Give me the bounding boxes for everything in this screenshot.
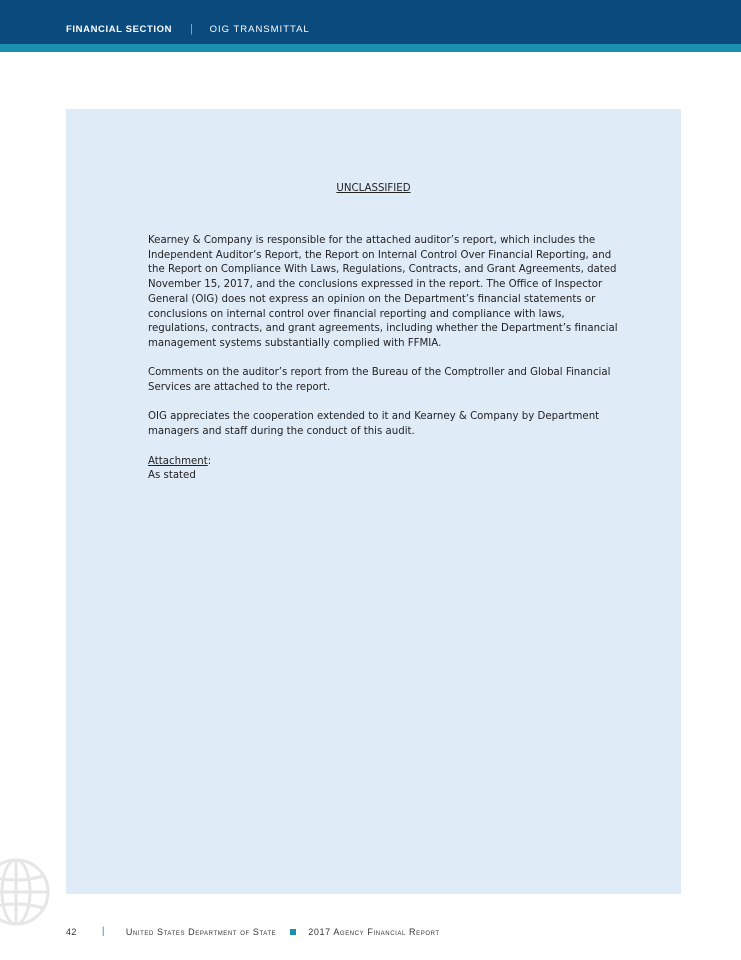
globe-watermark-icon [0, 856, 52, 928]
document-panel [66, 109, 681, 894]
paragraph-comments: Comments on the auditor’s report from the Bureau of the Comptroller and Global Financial Services are attached to the report. [148, 367, 611, 394]
page-number: 42 [66, 926, 77, 937]
attachment-colon: : [207, 455, 212, 467]
header-breadcrumb [66, 23, 310, 35]
attachment-value: As stated [148, 470, 196, 482]
footer-square-icon [290, 929, 296, 935]
document-body [148, 234, 624, 484]
page-header [0, 0, 741, 44]
footer-report-title: 2017 Agency Financial Report [308, 926, 440, 937]
header-separator: | [190, 23, 194, 35]
classification-marking: UNCLASSIFIED [336, 183, 411, 194]
footer-separator: | [101, 926, 105, 937]
section-title: FINANCIAL SECTION [66, 23, 173, 35]
page-footer [66, 926, 440, 937]
footer-organization: United States Department of State [125, 926, 277, 937]
attachment-line [148, 455, 624, 470]
paragraph-responsibility: Kearney & Company is responsible for the attached auditor’s report, which includes the Independent Auditor’s Report, the Report on Internal Control Over Financial Reporting, and the Report on Compliance With Laws, Regulations, Contracts, and Grant Agreements, dated November 15, 2017, and the conclusions expressed in the report. The Office of Inspector General (OIG) does not express an opinion on the Department’s financial statements or conclusions on internal control over financial reporting and compliance with laws, regulations, contracts, and grant agreements, including whether the Department’s financial management systems substantially complied with FFMIA. [148, 235, 618, 349]
paragraph-appreciation: OIG appreciates the cooperation extended to it and Kearney & Company by Department managers and staff during the conduct of this audit. [148, 411, 600, 438]
attachment-label: Attachment [148, 455, 208, 467]
header-accent-stripe [0, 44, 741, 52]
subsection-title: OIG TRANSMITTAL [209, 23, 310, 35]
